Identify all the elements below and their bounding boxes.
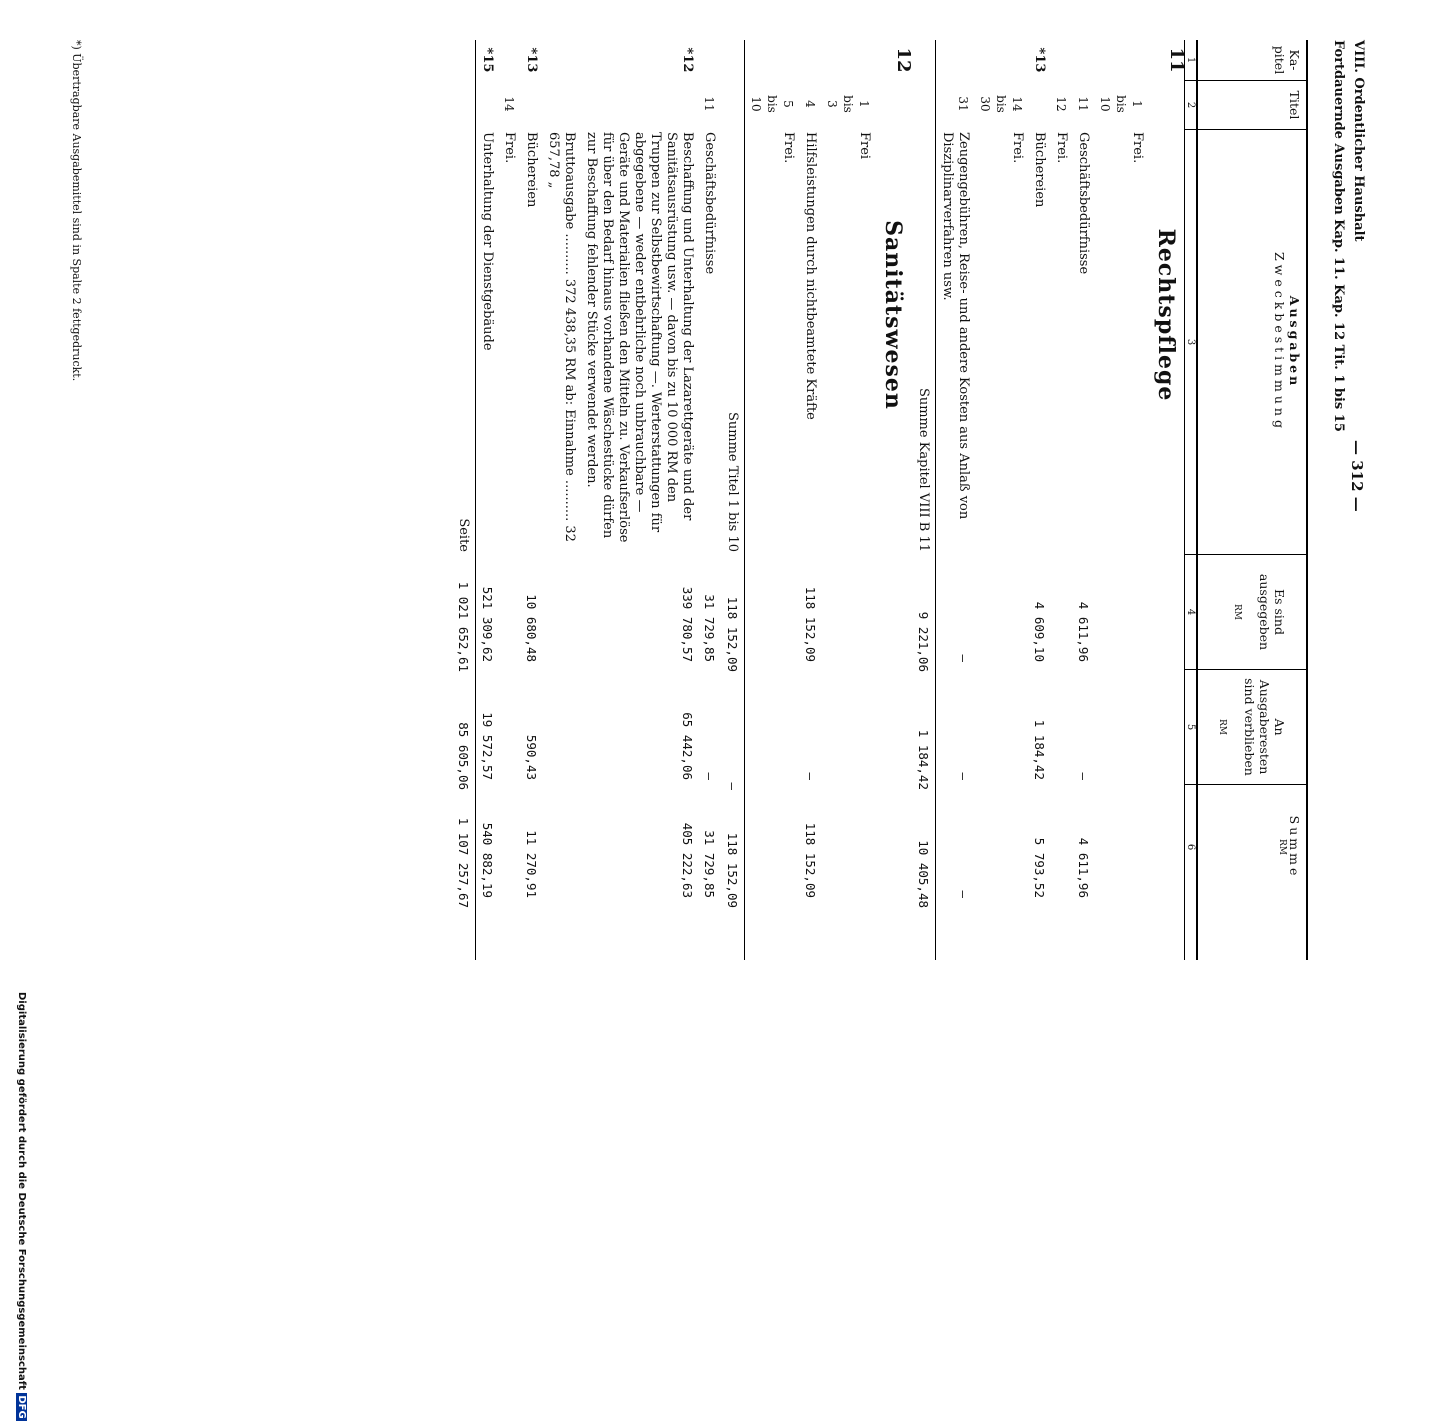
zweck-cell: Büchereien [1032,132,1047,208]
zweck-cell: Unterhaltung der Dienstgebäude [480,132,495,351]
table-row [542,40,580,960]
summe-cell: — [956,890,971,898]
sum-label: Summe Kapitel VIII B 11 [916,387,931,552]
ausgegeben-cell: 10 680,48 [524,594,539,662]
titel-cell: 12 [1054,96,1068,112]
col-summe [1198,785,1306,909]
sum-label: Summe Titel 1 bis 10 [725,411,740,552]
table-row [580,40,698,960]
col-ausgegeben-label: Es sind ausgegeben [1257,573,1287,651]
colnum-1: 1 [1185,40,1196,81]
dfg-logo: DFG [16,1395,27,1419]
zweck-cell: Bruttoausgabe .......... 372 438,35 RM ab: Einnahme .......... 32 657,78 „ [546,132,577,542]
col-zweckbestimmung: Zweckbestimmung [1272,251,1287,432]
page-header [1306,40,1370,960]
colnum-3: 3 [1185,130,1196,555]
summe-cell: 540 882,19 [480,822,495,898]
colnum-5: 5 [1185,670,1196,785]
kapitel-cell: *12 [680,47,695,73]
sum-summe: 1 107 257,67 [456,817,471,908]
ausgegeben-cell: 521 309,62 [480,586,495,662]
titel-cell: 1 bis 3 [825,95,871,113]
page-content [70,40,1370,960]
summe-cell: 4 611,96 [1076,837,1091,898]
colnum-4: 4 [1185,555,1196,670]
table-row [799,40,821,960]
zweck-cell: Geschäftsbedürfnisse [1076,132,1091,275]
kapitel-cell: *13 [524,47,539,73]
titel-cell: 5 bis 10 [749,95,795,113]
reste-cell: 19 572,57 [480,712,495,780]
summe-cell: 405 222,63 [680,822,695,898]
zweck-cell: Geschäftsbedürfnisse [702,132,717,275]
table-row [1094,40,1148,960]
table-row [1050,40,1072,960]
table-row [821,40,875,960]
section-title: VIII. Ordentlicher Haushalt [1351,40,1366,242]
reste-cell: 590,43 [524,734,539,780]
sum-reste: 85 605,06 [456,722,471,790]
summe-cell: 5 793,52 [1032,837,1047,898]
reste-cell: — [803,772,818,780]
table-row [1028,40,1050,960]
ausgegeben-cell: 118 152,09 [803,586,818,662]
column-header-row [1196,40,1306,960]
reste-cell: — [702,772,717,780]
table-row [974,40,1028,960]
table-row [698,40,720,960]
titel-cell: 11 [1076,96,1090,112]
table-row [1072,40,1094,960]
margin-note-text: Digitalisierung gefördert durch die Deutsche Forschungsgemeinschaft [16,992,27,1390]
col-reste-unit: RM [1217,719,1227,735]
kapitel-number: 11 [1166,47,1187,73]
table-row [498,40,520,960]
footnote: *) Übertragbare Ausgabemittel sind in Spalte 2 fettgedruckt. [70,40,83,382]
table-row [476,40,498,960]
kapitel-cell: *15 [480,47,495,73]
section-title: Sanitätswesen [880,220,906,410]
col-reste-label: An Ausgaberesten sind verblieben [1242,678,1287,776]
zweck-cell: Büchereien [524,132,539,208]
sum-summe: 10 405,48 [916,840,931,908]
column-number-row [1184,40,1196,960]
sum-reste: 1 184,42 [916,729,931,790]
header-subtitle: Fortdauernde Ausgaben Kap. 11. Kap. 12 Tit. 1 bis 15 [1331,40,1346,432]
col-zweck [1198,130,1306,555]
zweck-cell: Zeugengebühren, Reise- und andere Kosten aus Anlaß von Disziplinarverfahren usw. [940,132,971,520]
reste-cell: — [956,772,971,780]
zweck-cell: Beschaffung und Unterhaltung der Lazarettgeräte und der Sanitätsausrüstung usw. — davon bis zu 10 000 RM den Truppen zur Selbstbewirtschaftung —. Werterstattungen für abgegebene — weder entbehrliche noch unbrauchbare — Geräte und Materialien fließen den Mitteln zu. Verkaufserlöse für über den Bedarf hinaus vorhandene Wäschestücke dürfen zur Beschaffung fehlender Stücke verwendet werden. [584,132,695,543]
col-kapitel: Ka- pitel [1198,40,1306,81]
sum-row [720,40,745,960]
col-summe-unit: RM [1277,839,1287,855]
col-summe-label: Summe [1287,815,1302,879]
kapitel-number: 12 [893,47,914,73]
titel-cell: 31 [956,96,970,112]
table-row [936,40,974,960]
summe-cell: 11 270,91 [524,830,539,898]
zweck-cell: Frei. [502,132,517,164]
expense-table [156,40,1308,960]
sum-label: Seite [456,518,471,552]
margin-note [16,992,27,1421]
zweck-cell: Hilfsleistungen durch nichtbeamtete Kräfte [803,132,818,420]
col-reste [1198,670,1306,785]
titel-cell: 14 bis 30 [978,95,1024,113]
sum-ausgegeben: 1 021 652,61 [456,581,471,672]
sum-row [911,40,936,960]
table-body [451,40,1187,960]
sum-reste: — [725,782,740,790]
colnum-6: 6 [1185,843,1196,851]
summe-cell: 118 152,09 [803,822,818,898]
zweck-cell: Frei. [781,132,796,164]
ausgegeben-cell: — [956,654,971,662]
titel-cell: 11 [702,96,716,112]
zweck-cell: Frei [857,132,872,160]
titel-cell: 4 [803,100,817,108]
reste-cell: 65 442,06 [680,712,695,780]
page-number: — 312 — [1348,440,1366,512]
zweck-cell: Frei. [1054,132,1069,164]
sum-ausgegeben: 118 152,09 [725,596,740,672]
sum-ausgegeben: 9 221,06 [916,611,931,672]
section-title: Rechtspflege [1153,228,1179,402]
zweck-cell: Frei. [1010,132,1025,164]
col-ausgegeben [1198,555,1306,670]
section-heading-row [1148,40,1187,960]
col-ausgaben: Ausgaben [1287,295,1302,389]
table-row [520,40,542,960]
ausgegeben-cell: 4 611,96 [1076,601,1091,662]
summe-cell: 31 729,85 [702,830,717,898]
col-titel: Titel [1198,81,1306,130]
titel-cell: 14 [502,96,516,112]
titel-cell: 1 bis 10 [1098,95,1144,113]
kapitel-cell: *13 [1032,47,1047,73]
colnum-2: 2 [1185,81,1196,130]
reste-cell: — [1076,772,1091,780]
ausgegeben-cell: 339 780,57 [680,586,695,662]
sum-summe: 118 152,09 [725,832,740,908]
sum-row [451,40,476,960]
reste-cell: 1 184,42 [1032,719,1047,780]
col-ausgegeben-unit: RM [1232,604,1242,620]
ausgegeben-cell: 31 729,85 [702,594,717,662]
zweck-cell: Frei. [1130,132,1145,164]
ausgegeben-cell: 4 609,10 [1032,601,1047,662]
margin-note-strip [4,592,27,1419]
table-row [745,40,799,960]
section-heading-row [875,40,914,960]
